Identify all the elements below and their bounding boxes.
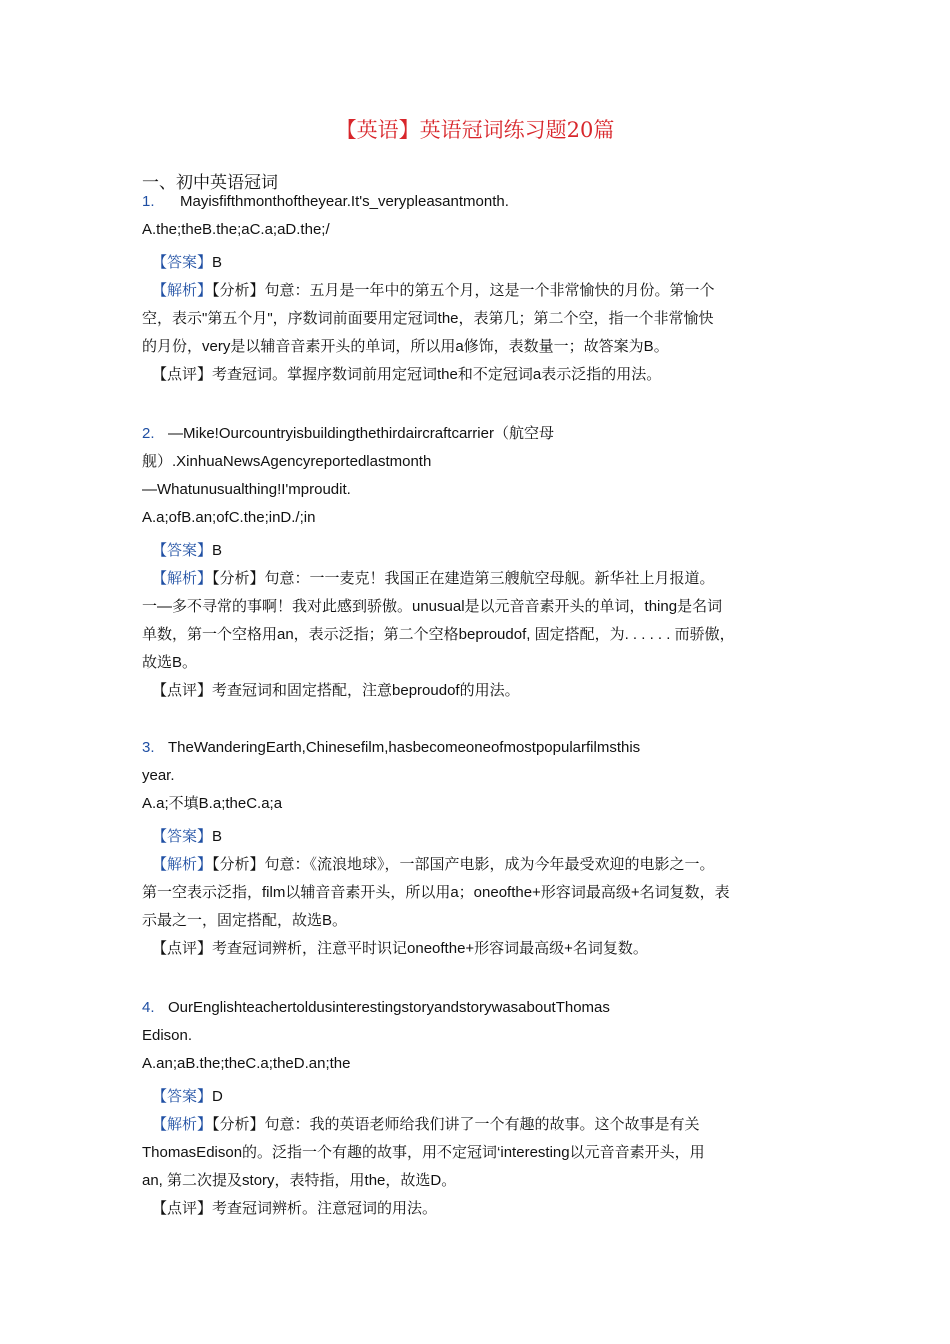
question-stem: TheWanderingEarth,Chinesefilm,hasbecomeoneofmostpopularfilmsthis <box>168 739 641 756</box>
answer-value: B <box>212 254 223 271</box>
question-2 <box>142 420 822 705</box>
answer-value: B <box>212 542 223 559</box>
review-text: 考查冠词辨析。注意冠词的用法。 <box>212 1200 438 1217</box>
document-title: 【英语】英语冠词练习题20篇 <box>335 118 615 142</box>
analysis-label: 【解析】 <box>152 856 213 873</box>
review-text: 考查冠词和固定搭配，注意beproudof的用法。 <box>212 682 520 699</box>
review-text: 考查冠词。掌握序数词前用定冠词the和不定冠词a表示泛指的用法。 <box>212 366 662 383</box>
question-number: 1. <box>142 193 155 210</box>
question-options: A.a;不填B.a;theC.a;a <box>142 795 283 812</box>
question-1 <box>142 188 822 389</box>
question-options: A.a;ofB.an;ofC.the;inD./;in <box>142 509 316 526</box>
answer-value: B <box>212 828 223 845</box>
answer-label: 【答案】 <box>152 254 213 271</box>
analysis-line: 故选B。 <box>142 654 198 671</box>
analysis-line: 一—多不寻常的事啊！我对此感到骄傲。unusual是以元音音素开头的单词，thing是名词 <box>142 598 723 615</box>
analysis-line: ThomasEdison的。泛指一个有趣的故事，用不定冠词‘interesting以元音音素开头，用 <box>142 1144 705 1161</box>
question-4 <box>142 994 822 1223</box>
question-stem: year. <box>142 767 175 784</box>
section-heading: 一、初中英语冠词 <box>142 173 278 193</box>
analysis-line: 【分析】句意：五月是一年中的第五个月，这是一个非常愉快的月份。第一个 <box>212 282 715 299</box>
question-stem: —Whatunusualthing!I'mproudit. <box>142 481 351 498</box>
analysis-label: 【解析】 <box>152 282 213 299</box>
answer-value: D <box>212 1088 223 1105</box>
analysis-line: an, 第二次提及story，表特指，用the，故选D。 <box>142 1172 457 1189</box>
review-text: 考查冠词辨析，注意平时识记oneofthe+形容词最高级+名词复数。 <box>212 940 648 957</box>
analysis-line: 空，表示"第五个月"，序数词前面要用定冠词the，表第几；第二个空，指一个非常愉快 <box>142 310 714 327</box>
question-stem: —Mike!Ourcountryisbuildingthethirdaircraftcarrier（航空母 <box>168 425 554 442</box>
question-stem: Mayisfifthmonthoftheyear.It's_verypleasantmonth. <box>180 193 509 210</box>
analysis-label: 【解析】 <box>152 1116 213 1133</box>
analysis-line: 单数，第一个空格用an，表示泛指；第二个空格beproudof, 固定搭配，为. . . . . . 而骄傲， <box>142 626 735 643</box>
review-label: 【点评】 <box>152 1200 213 1217</box>
question-number: 2. <box>142 425 155 442</box>
question-options: A.an;aB.the;theC.a;theD.an;the <box>142 1055 351 1072</box>
question-stem: 舰）.XinhuaNewsAgencyreportedlastmonth <box>142 453 432 470</box>
review-label: 【点评】 <box>152 682 213 699</box>
question-options: A.the;theB.the;aC.a;aD.the;/ <box>142 221 330 238</box>
answer-label: 【答案】 <box>152 1088 213 1105</box>
question-number: 4. <box>142 999 155 1016</box>
answer-label: 【答案】 <box>152 542 213 559</box>
review-label: 【点评】 <box>152 940 213 957</box>
question-stem: Edison. <box>142 1027 193 1044</box>
analysis-line: 第一空表示泛指，film以辅音音素开头，所以用a；oneofthe+形容词最高级+名词复数，表 <box>142 884 730 901</box>
review-label: 【点评】 <box>152 366 213 383</box>
analysis-line: 【分析】句意：一一麦克！我国正在建造第三艘航空母舰。新华社上月报道。 <box>212 570 715 587</box>
analysis-label: 【解析】 <box>152 570 213 587</box>
analysis-line: 示最之一，固定搭配，故选B。 <box>142 912 348 929</box>
answer-label: 【答案】 <box>152 828 213 845</box>
analysis-line: 【分析】句意：我的英语老师给我们讲了一个有趣的故事。这个故事是有关 <box>212 1116 700 1133</box>
analysis-line: 的月份，very是以辅音音素开头的单词，所以用a修饰，表数量一；故答案为B。 <box>142 338 669 355</box>
question-stem: OurEnglishteachertoldusinterestingstoryandstorywasaboutThomas <box>168 999 610 1016</box>
question-number: 3. <box>142 739 155 756</box>
question-3 <box>142 734 822 963</box>
analysis-line: 【分析】句意：《流浪地球》，一部国产电影，成为今年最受欢迎的电影之一。 <box>212 856 715 873</box>
